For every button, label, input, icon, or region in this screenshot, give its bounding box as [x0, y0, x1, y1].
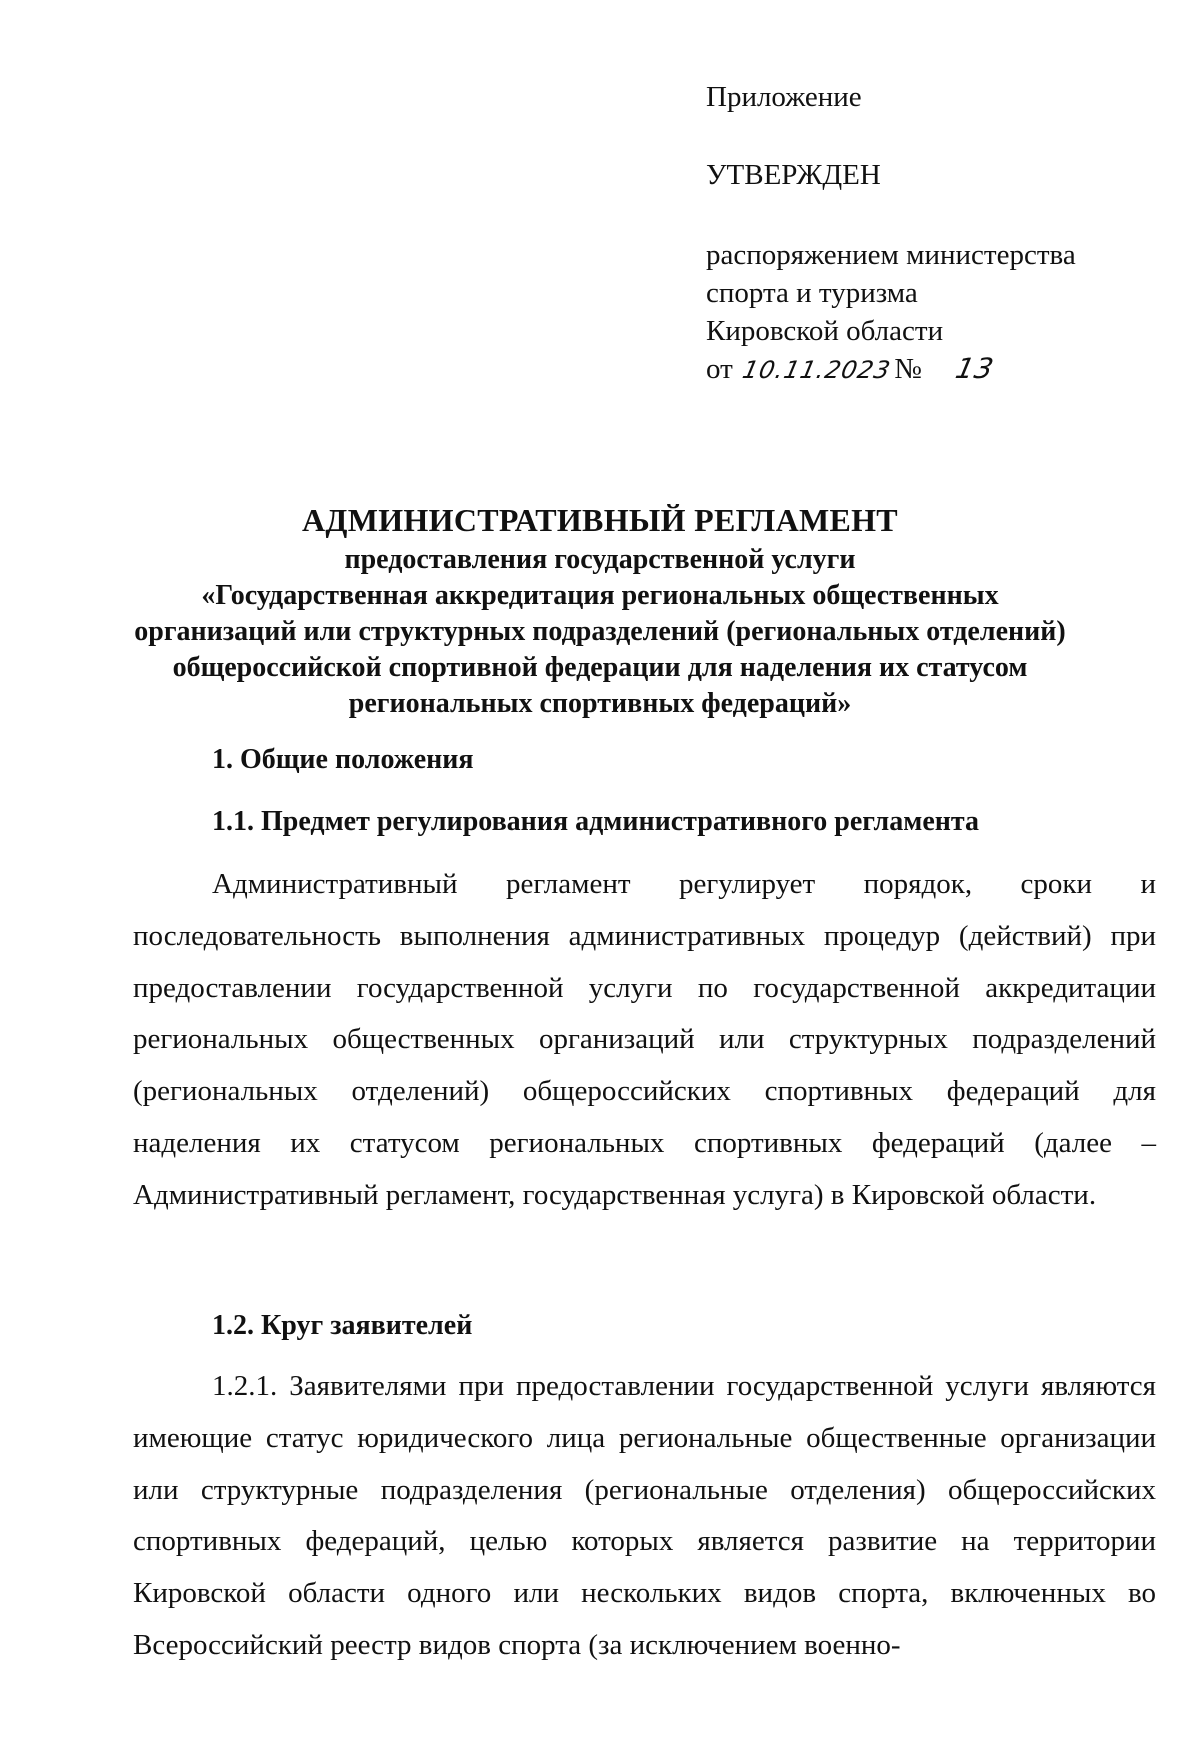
document-title	[120, 498, 1080, 722]
decree-line: Кировской области	[706, 315, 944, 347]
title-line: предоставления государственной услуги	[344, 544, 856, 575]
title-main: АДМИНИСТРАТИВНЫЙ РЕГЛАМЕНТ	[302, 502, 898, 538]
title-line: общероссийской спортивной федерации для наделения их статусом	[172, 652, 1028, 683]
decree-date-line	[706, 350, 1076, 389]
decree-line: распоряжением министерства	[706, 239, 1076, 271]
paragraph-subject: Административный регламент регулирует порядок, сроки и последовательность выполнения административных процедур (действий) при предоставлении государственной услуги по государственной аккредитации региональных общественных организаций или структурных подразделений (региональных отделений) общероссийских спортивных федераций для наделения их статусом региональных спортивных федераций (далее – Административный регламент, государственная услуга) в Кировской области.	[133, 868, 1156, 1211]
section-heading-applicants: 1.2. Круг заявителей	[212, 1310, 473, 1341]
date-prefix: от	[706, 353, 733, 385]
title-line: региональных спортивных федераций»	[348, 688, 852, 719]
section-heading-general: 1. Общие положения	[212, 744, 474, 775]
appendix-label: Приложение	[706, 81, 862, 113]
handwritten-number: 13	[952, 352, 998, 385]
decree-line: спорта и туризма	[706, 277, 918, 309]
approval-block	[706, 78, 1076, 389]
approved-label: УТВЕРЖДЕН	[706, 159, 881, 191]
title-line: «Государственная аккредитация региональных общественных	[201, 580, 999, 611]
decree-text	[706, 236, 1076, 389]
handwritten-date: 10.11.2023	[739, 356, 894, 384]
number-sign: №	[894, 353, 922, 385]
section-heading-subject: 1.1. Предмет регулирования административного регламента	[212, 806, 979, 837]
paragraph-applicants: 1.2.1. Заявителями при предоставлении государственной услуги являются имеющие статус юридического лица региональные общественные организации или структурные подразделения (региональные отделения) общероссийских спортивных федераций, целью которых является развитие на территории Кировской области одного или нескольких видов спорта, включенных во Всероссийский реестр видов спорта (за исключением военно-	[133, 1370, 1156, 1661]
title-line: организаций или структурных подразделений (региональных отделений)	[134, 616, 1066, 647]
